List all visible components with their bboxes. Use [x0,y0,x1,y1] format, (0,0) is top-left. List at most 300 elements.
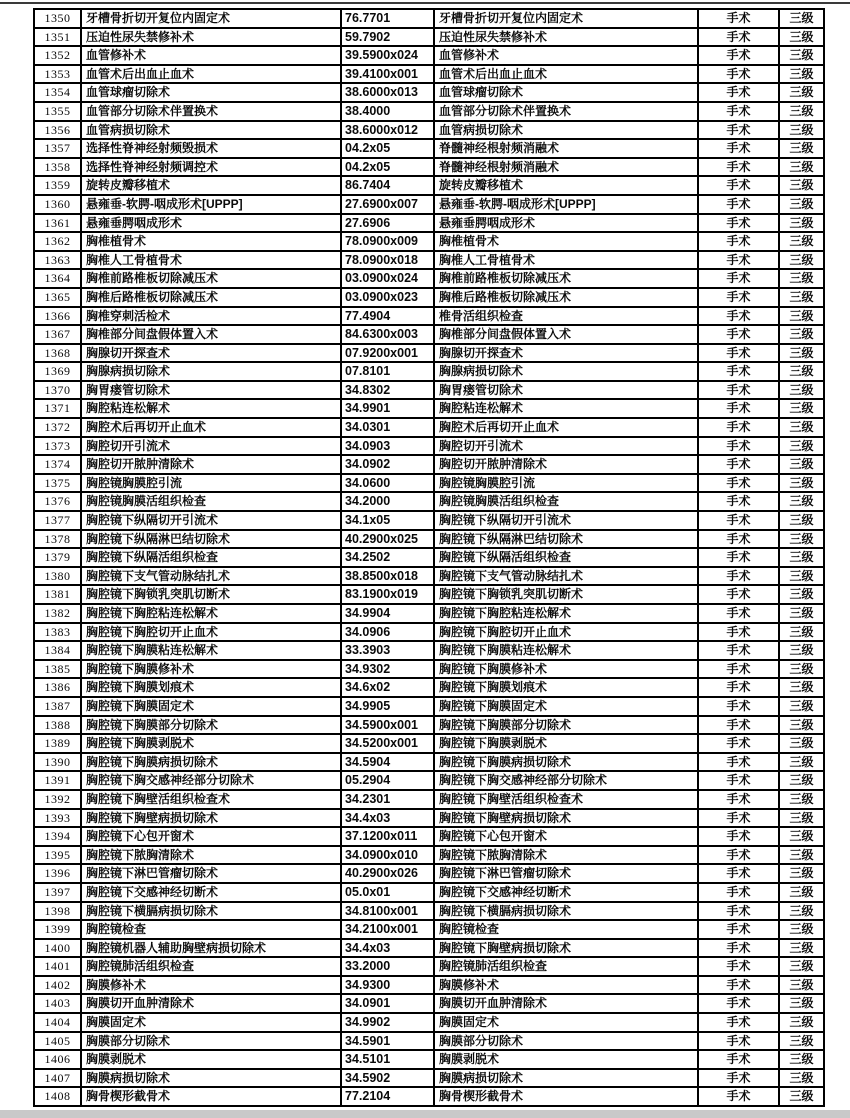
procedure-name-cell: 旋转皮瓣移植术 [81,176,341,195]
procedure-table [33,8,825,1107]
row-number-cell: 1400 [34,939,81,958]
procedure-code-cell: 34.9300 [341,976,434,995]
category-cell: 手术 [698,176,779,195]
procedure-code-cell: 37.1200x011 [341,827,434,846]
table-row [34,827,824,846]
category-cell: 手术 [698,827,779,846]
procedure-code-cell: 34.0301 [341,418,434,437]
procedure-code-cell: 34.2301 [341,790,434,809]
row-number-cell: 1390 [34,753,81,772]
procedure-code-cell: 34.9902 [341,1013,434,1032]
level-cell: 三级 [779,567,824,586]
standard-name-cell: 胸膜部分切除术 [434,1032,698,1051]
procedure-code-cell: 86.7404 [341,176,434,195]
row-number-cell: 1386 [34,678,81,697]
procedure-name-cell: 胸椎植骨术 [81,232,341,251]
row-number-cell: 1402 [34,976,81,995]
table-row [34,121,824,140]
procedure-code-cell: 34.4x03 [341,809,434,828]
level-cell: 三级 [779,753,824,772]
procedure-code-cell: 04.2x05 [341,158,434,177]
procedure-name-cell: 血管球瘤切除术 [81,83,341,102]
table-row [34,176,824,195]
standard-name-cell: 悬雍垂-软腭-咽成形术[UPPP] [434,195,698,214]
procedure-code-cell: 39.4100x001 [341,65,434,84]
procedure-code-cell: 83.1900x019 [341,585,434,604]
level-cell: 三级 [779,957,824,976]
category-cell: 手术 [698,660,779,679]
standard-name-cell: 胸腔镜下纵隔淋巴结切除术 [434,530,698,549]
procedure-name-cell: 血管术后出血止血术 [81,65,341,84]
standard-name-cell: 胸腔镜下胸锁乳突肌切断术 [434,585,698,604]
table-row [34,678,824,697]
category-cell: 手术 [698,1032,779,1051]
procedure-name-cell: 胸腔镜检查 [81,920,341,939]
standard-name-cell: 胸腔镜下胸壁病损切除术 [434,939,698,958]
standard-name-cell: 血管术后出血止血术 [434,65,698,84]
standard-name-cell: 胸腔镜胸膜腔引流 [434,474,698,493]
procedure-code-cell: 05.2904 [341,771,434,790]
category-cell: 手术 [698,381,779,400]
page-bottom-scan-shadow [0,1110,850,1118]
standard-name-cell: 胸腔切开脓肿清除术 [434,455,698,474]
level-cell: 三级 [779,121,824,140]
standard-name-cell: 胸膜剥脱术 [434,1050,698,1069]
procedure-code-cell: 40.2900x025 [341,530,434,549]
category-cell: 手术 [698,809,779,828]
level-cell: 三级 [779,604,824,623]
row-number-cell: 1408 [34,1087,81,1106]
category-cell: 手术 [698,46,779,65]
level-cell: 三级 [779,381,824,400]
procedure-code-cell: 07.8101 [341,362,434,381]
standard-name-cell: 牙槽骨折切开复位内固定术 [434,9,698,28]
procedure-name-cell: 胸腔镜下胸壁病损切除术 [81,809,341,828]
standard-name-cell: 胸腔镜下胸壁病损切除术 [434,809,698,828]
category-cell: 手术 [698,994,779,1013]
standard-name-cell: 胸椎植骨术 [434,232,698,251]
table-row [34,864,824,883]
table-row [34,753,824,772]
procedure-name-cell: 胸腔镜胸膜腔引流 [81,474,341,493]
procedure-code-cell: 34.0901 [341,994,434,1013]
level-cell: 三级 [779,716,824,735]
procedure-code-cell: 07.9200x001 [341,344,434,363]
procedure-code-cell: 77.4904 [341,307,434,326]
procedure-code-cell: 34.9904 [341,604,434,623]
standard-name-cell: 血管球瘤切除术 [434,83,698,102]
level-cell: 三级 [779,827,824,846]
standard-name-cell: 血管病损切除术 [434,121,698,140]
procedure-name-cell: 胸腔镜下胸膜部分切除术 [81,716,341,735]
row-number-cell: 1401 [34,957,81,976]
procedure-name-cell: 胸腔镜下纵隔淋巴结切除术 [81,530,341,549]
row-number-cell: 1393 [34,809,81,828]
table-row [34,809,824,828]
table-row [34,28,824,47]
category-cell: 手术 [698,920,779,939]
procedure-name-cell: 胸腔镜下胸膜固定术 [81,697,341,716]
standard-name-cell: 胸腔粘连松解术 [434,399,698,418]
procedure-name-cell: 胸腔镜下淋巴管瘤切除术 [81,864,341,883]
level-cell: 三级 [779,437,824,456]
category-cell: 手术 [698,83,779,102]
procedure-code-cell: 34.5904 [341,753,434,772]
row-number-cell: 1368 [34,344,81,363]
standard-name-cell: 胸腔镜下胸腔粘连松解术 [434,604,698,623]
procedure-code-cell: 34.8302 [341,381,434,400]
standard-name-cell: 胸腔镜下支气管动脉结扎术 [434,567,698,586]
procedure-name-cell: 胸膜切开血肿清除术 [81,994,341,1013]
standard-name-cell: 胸椎人工骨植骨术 [434,251,698,270]
table-row [34,511,824,530]
procedure-code-cell: 03.0900x024 [341,269,434,288]
row-number-cell: 1394 [34,827,81,846]
procedure-name-cell: 胸胃瘘管切除术 [81,381,341,400]
table-row [34,455,824,474]
standard-name-cell: 胸腔镜下胸膜剥脱术 [434,734,698,753]
standard-name-cell: 胸腔镜下胸腔切开止血术 [434,623,698,642]
procedure-name-cell: 血管部分切除术伴置换术 [81,102,341,121]
procedure-name-cell: 选择性脊神经射频毁损术 [81,139,341,158]
row-number-cell: 1354 [34,83,81,102]
level-cell: 三级 [779,623,824,642]
table-row [34,567,824,586]
category-cell: 手术 [698,269,779,288]
procedure-name-cell: 胸腔镜下胸膜剥脱术 [81,734,341,753]
row-number-cell: 1388 [34,716,81,735]
row-number-cell: 1375 [34,474,81,493]
row-number-cell: 1407 [34,1069,81,1088]
procedure-code-cell: 34.6x02 [341,678,434,697]
row-number-cell: 1359 [34,176,81,195]
category-cell: 手术 [698,214,779,233]
level-cell: 三级 [779,1013,824,1032]
category-cell: 手术 [698,65,779,84]
level-cell: 三级 [779,697,824,716]
table-row [34,1087,824,1106]
category-cell: 手术 [698,790,779,809]
procedure-name-cell: 胸腔镜下胸腔粘连松解术 [81,604,341,623]
procedure-name-cell: 胸腔切开脓肿清除术 [81,455,341,474]
procedure-name-cell: 胸腔镜肺活组织检查 [81,957,341,976]
row-number-cell: 1399 [34,920,81,939]
standard-name-cell: 胸腔切开引流术 [434,437,698,456]
row-number-cell: 1363 [34,251,81,270]
procedure-name-cell: 血管病损切除术 [81,121,341,140]
row-number-cell: 1391 [34,771,81,790]
table-row [34,251,824,270]
procedure-name-cell: 胸腔镜下胸膜粘连松解术 [81,641,341,660]
table-row [34,492,824,511]
category-cell: 手术 [698,697,779,716]
standard-name-cell: 胸腔镜下淋巴管瘤切除术 [434,864,698,883]
row-number-cell: 1372 [34,418,81,437]
level-cell: 三级 [779,214,824,233]
procedure-name-cell: 胸膜部分切除术 [81,1032,341,1051]
standard-name-cell: 胸腔镜下纵隔切开引流术 [434,511,698,530]
table-row [34,697,824,716]
row-number-cell: 1365 [34,288,81,307]
level-cell: 三级 [779,530,824,549]
standard-name-cell: 胸椎部分间盘假体置入术 [434,325,698,344]
procedure-name-cell: 胸腔术后再切开止血术 [81,418,341,437]
level-cell: 三级 [779,492,824,511]
row-number-cell: 1406 [34,1050,81,1069]
category-cell: 手术 [698,604,779,623]
procedure-code-cell: 77.2104 [341,1087,434,1106]
category-cell: 手术 [698,251,779,270]
category-cell: 手术 [698,362,779,381]
row-number-cell: 1385 [34,660,81,679]
category-cell: 手术 [698,585,779,604]
row-number-cell: 1353 [34,65,81,84]
level-cell: 三级 [779,864,824,883]
standard-name-cell: 胸腔镜下胸膜划痕术 [434,678,698,697]
standard-name-cell: 胸腔镜下胸膜固定术 [434,697,698,716]
level-cell: 三级 [779,139,824,158]
row-number-cell: 1358 [34,158,81,177]
standard-name-cell: 血管部分切除术伴置换术 [434,102,698,121]
procedure-code-cell: 38.4000 [341,102,434,121]
level-cell: 三级 [779,65,824,84]
procedure-code-cell: 78.0900x009 [341,232,434,251]
category-cell: 手术 [698,957,779,976]
table-row [34,1013,824,1032]
procedure-code-cell: 34.2000 [341,492,434,511]
procedure-code-cell: 33.3903 [341,641,434,660]
row-number-cell: 1362 [34,232,81,251]
level-cell: 三级 [779,939,824,958]
procedure-name-cell: 悬雍垂腭咽成形术 [81,214,341,233]
table-row [34,604,824,623]
standard-name-cell: 胸骨楔形截骨术 [434,1087,698,1106]
table-row [34,790,824,809]
procedure-code-cell: 34.0903 [341,437,434,456]
level-cell: 三级 [779,883,824,902]
procedure-code-cell: 76.7701 [341,9,434,28]
table-row [34,902,824,921]
level-cell: 三级 [779,307,824,326]
category-cell: 手术 [698,864,779,883]
category-cell: 手术 [698,455,779,474]
table-row [34,65,824,84]
procedure-code-cell: 34.9905 [341,697,434,716]
procedure-name-cell: 胸膜修补术 [81,976,341,995]
procedure-name-cell: 胸腔切开引流术 [81,437,341,456]
table-row [34,399,824,418]
procedure-code-cell: 04.2x05 [341,139,434,158]
standard-name-cell: 胸椎后路椎板切除减压术 [434,288,698,307]
level-cell: 三级 [779,1032,824,1051]
procedure-name-cell: 胸腔镜胸膜活组织检查 [81,492,341,511]
procedure-table-body [34,9,824,1106]
table-row [34,437,824,456]
standard-name-cell: 胸椎前路椎板切除减压术 [434,269,698,288]
standard-name-cell: 胸腔镜下胸交感神经部分切除术 [434,771,698,790]
category-cell: 手术 [698,716,779,735]
row-number-cell: 1376 [34,492,81,511]
procedure-code-cell: 34.2502 [341,548,434,567]
standard-name-cell: 胸腺切开探查术 [434,344,698,363]
row-number-cell: 1360 [34,195,81,214]
category-cell: 手术 [698,139,779,158]
table-row [34,232,824,251]
standard-name-cell: 胸腔镜肺活组织检查 [434,957,698,976]
level-cell: 三级 [779,994,824,1013]
category-cell: 手术 [698,511,779,530]
procedure-name-cell: 胸膜剥脱术 [81,1050,341,1069]
row-number-cell: 1392 [34,790,81,809]
row-number-cell: 1373 [34,437,81,456]
category-cell: 手术 [698,28,779,47]
procedure-code-cell: 38.6000x012 [341,121,434,140]
level-cell: 三级 [779,362,824,381]
level-cell: 三级 [779,28,824,47]
procedure-name-cell: 胸腔镜下纵隔活组织检查 [81,548,341,567]
standard-name-cell: 压迫性尿失禁修补术 [434,28,698,47]
procedure-code-cell: 78.0900x018 [341,251,434,270]
procedure-code-cell: 34.0900x010 [341,846,434,865]
procedure-code-cell: 34.4x03 [341,939,434,958]
table-row [34,325,824,344]
table-row [34,716,824,735]
level-cell: 三级 [779,790,824,809]
procedure-name-cell: 胸腔镜下胸膜划痕术 [81,678,341,697]
procedure-name-cell: 胸腔镜下脓胸清除术 [81,846,341,865]
category-cell: 手术 [698,902,779,921]
level-cell: 三级 [779,734,824,753]
level-cell: 三级 [779,976,824,995]
level-cell: 三级 [779,902,824,921]
level-cell: 三级 [779,46,824,65]
category-cell: 手术 [698,1087,779,1106]
procedure-name-cell: 血管修补术 [81,46,341,65]
table-row [34,102,824,121]
table-row [34,1050,824,1069]
level-cell: 三级 [779,474,824,493]
category-cell: 手术 [698,325,779,344]
row-number-cell: 1378 [34,530,81,549]
standard-name-cell: 胸膜固定术 [434,1013,698,1032]
standard-name-cell: 胸腔镜下胸膜病损切除术 [434,753,698,772]
standard-name-cell: 胸腔镜下脓胸清除术 [434,846,698,865]
level-cell: 三级 [779,660,824,679]
procedure-code-cell: 03.0900x023 [341,288,434,307]
procedure-name-cell: 胸椎部分间盘假体置入术 [81,325,341,344]
procedure-code-cell: 34.9302 [341,660,434,679]
category-cell: 手术 [698,641,779,660]
row-number-cell: 1398 [34,902,81,921]
row-number-cell: 1389 [34,734,81,753]
procedure-code-cell: 33.2000 [341,957,434,976]
level-cell: 三级 [779,344,824,363]
standard-name-cell: 胸胃瘘管切除术 [434,381,698,400]
procedure-name-cell: 胸腔镜下胸锁乳突肌切断术 [81,585,341,604]
level-cell: 三级 [779,511,824,530]
category-cell: 手术 [698,121,779,140]
level-cell: 三级 [779,678,824,697]
row-number-cell: 1367 [34,325,81,344]
row-number-cell: 1405 [34,1032,81,1051]
procedure-code-cell: 34.5902 [341,1069,434,1088]
category-cell: 手术 [698,158,779,177]
procedure-name-cell: 胸腔粘连松解术 [81,399,341,418]
table-row [34,920,824,939]
row-number-cell: 1384 [34,641,81,660]
category-cell: 手术 [698,976,779,995]
table-row [34,474,824,493]
table-row [34,307,824,326]
row-number-cell: 1371 [34,399,81,418]
category-cell: 手术 [698,939,779,958]
level-cell: 三级 [779,771,824,790]
table-row [34,846,824,865]
row-number-cell: 1403 [34,994,81,1013]
level-cell: 三级 [779,846,824,865]
procedure-code-cell: 34.0600 [341,474,434,493]
procedure-code-cell: 84.6300x003 [341,325,434,344]
procedure-name-cell: 胸腔镜下交感神经切断术 [81,883,341,902]
level-cell: 三级 [779,585,824,604]
table-row [34,418,824,437]
row-number-cell: 1381 [34,585,81,604]
procedure-name-cell: 胸腔镜下横膈病损切除术 [81,902,341,921]
row-number-cell: 1383 [34,623,81,642]
procedure-code-cell: 38.6000x013 [341,83,434,102]
row-number-cell: 1364 [34,269,81,288]
table-row [34,195,824,214]
procedure-name-cell: 胸腔镜下支气管动脉结扎术 [81,567,341,586]
row-number-cell: 1396 [34,864,81,883]
table-row [34,641,824,660]
category-cell: 手术 [698,102,779,121]
category-cell: 手术 [698,678,779,697]
category-cell: 手术 [698,548,779,567]
standard-name-cell: 胸腔镜下横膈病损切除术 [434,902,698,921]
standard-name-cell: 胸腔镜下胸壁活组织检查术 [434,790,698,809]
row-number-cell: 1379 [34,548,81,567]
procedure-name-cell: 胸腔镜下胸腔切开止血术 [81,623,341,642]
category-cell: 手术 [698,232,779,251]
level-cell: 三级 [779,399,824,418]
procedure-name-cell: 胸椎穿刺活检术 [81,307,341,326]
level-cell: 三级 [779,1069,824,1088]
standard-name-cell: 旋转皮瓣移植术 [434,176,698,195]
level-cell: 三级 [779,920,824,939]
row-number-cell: 1351 [34,28,81,47]
level-cell: 三级 [779,9,824,28]
standard-name-cell: 胸腔术后再切开止血术 [434,418,698,437]
row-number-cell: 1377 [34,511,81,530]
category-cell: 手术 [698,771,779,790]
table-row [34,976,824,995]
table-row [34,623,824,642]
category-cell: 手术 [698,567,779,586]
row-number-cell: 1355 [34,102,81,121]
standard-name-cell: 胸腔镜下胸膜粘连松解术 [434,641,698,660]
category-cell: 手术 [698,437,779,456]
level-cell: 三级 [779,1087,824,1106]
procedure-code-cell: 34.8100x001 [341,902,434,921]
standard-name-cell: 脊髓神经根射频消融术 [434,158,698,177]
row-number-cell: 1395 [34,846,81,865]
table-row [34,139,824,158]
level-cell: 三级 [779,232,824,251]
category-cell: 手术 [698,1013,779,1032]
procedure-name-cell: 压迫性尿失禁修补术 [81,28,341,47]
procedure-code-cell: 39.5900x024 [341,46,434,65]
